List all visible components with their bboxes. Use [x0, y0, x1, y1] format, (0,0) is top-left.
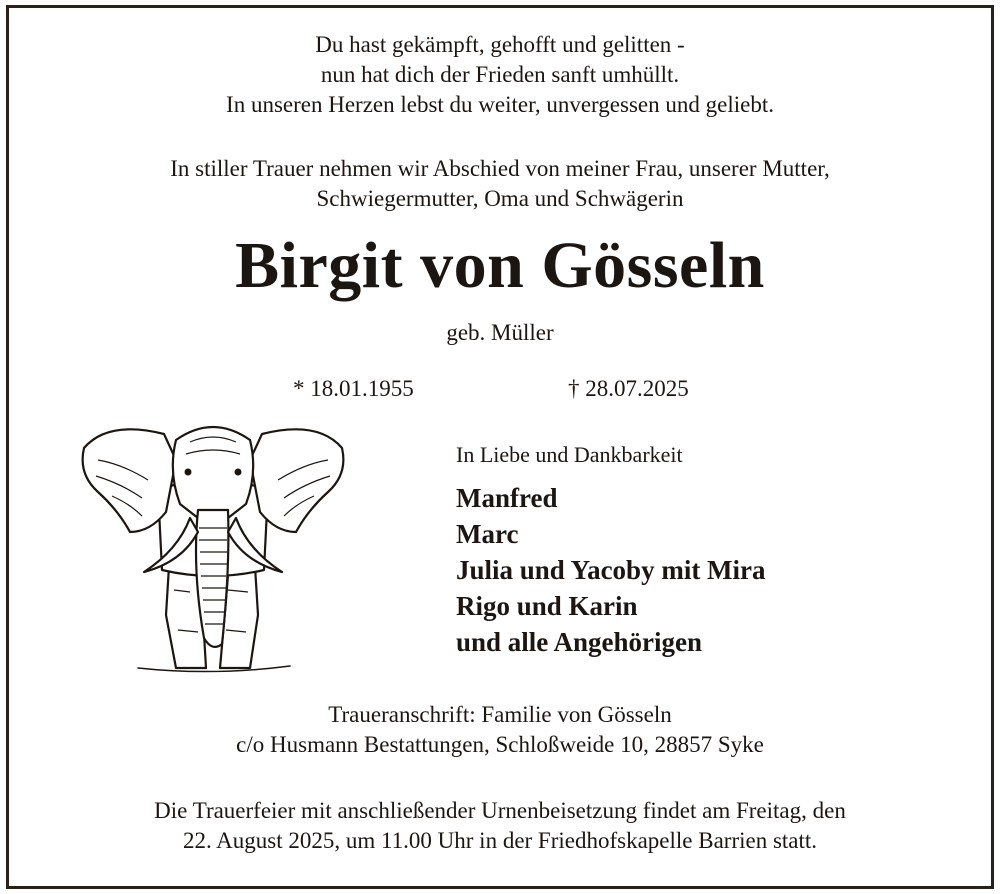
ceremony-line-1: Die Trauerfeier mit anschließender Urnenbeisetzung findet am Freitag, den [154, 798, 846, 823]
mourners-heading: In Liebe und Dankbarkeit [456, 442, 683, 467]
intro-line-1: In stiller Trauer nehmen wir Abschied von meiner Frau, unserer Mutter, [170, 156, 830, 181]
ceremony-line-2: 22. August 2025, um 11.00 Uhr in der Friedhofskapelle Barrien statt. [182, 828, 818, 853]
mourner-name: Julia und Yacoby mit Mira [456, 555, 766, 585]
mourner-name: und alle Angehörigen [456, 627, 703, 657]
mourner-name: Rigo und Karin [456, 591, 638, 621]
death-date: † 28.07.2025 [568, 376, 689, 401]
address-line-1: Traueranschrift: Familie von Gösseln [328, 702, 672, 727]
poem-line-2: nun hat dich der Frieden sanft umhüllt. [320, 62, 680, 87]
mourner-name: Manfred [456, 483, 558, 513]
address-line-2: c/o Husmann Bestattungen, Schloßweide 10, 28857 Syke [236, 732, 764, 757]
poem-line-1: Du hast gekämpft, gehofft und gelitten - [315, 32, 685, 57]
elephant-icon [78, 400, 348, 682]
mourner-name: Marc [456, 519, 519, 549]
maiden-name: geb. Müller [446, 320, 554, 345]
deceased-name: Birgit von Gösseln [235, 229, 765, 302]
birth-date: * 18.01.1955 [293, 376, 414, 401]
intro-line-2: Schwiegermutter, Oma und Schwägerin [316, 186, 684, 211]
poem-line-3: In unseren Herzen lebst du weiter, unvergessen und geliebt. [226, 92, 774, 117]
